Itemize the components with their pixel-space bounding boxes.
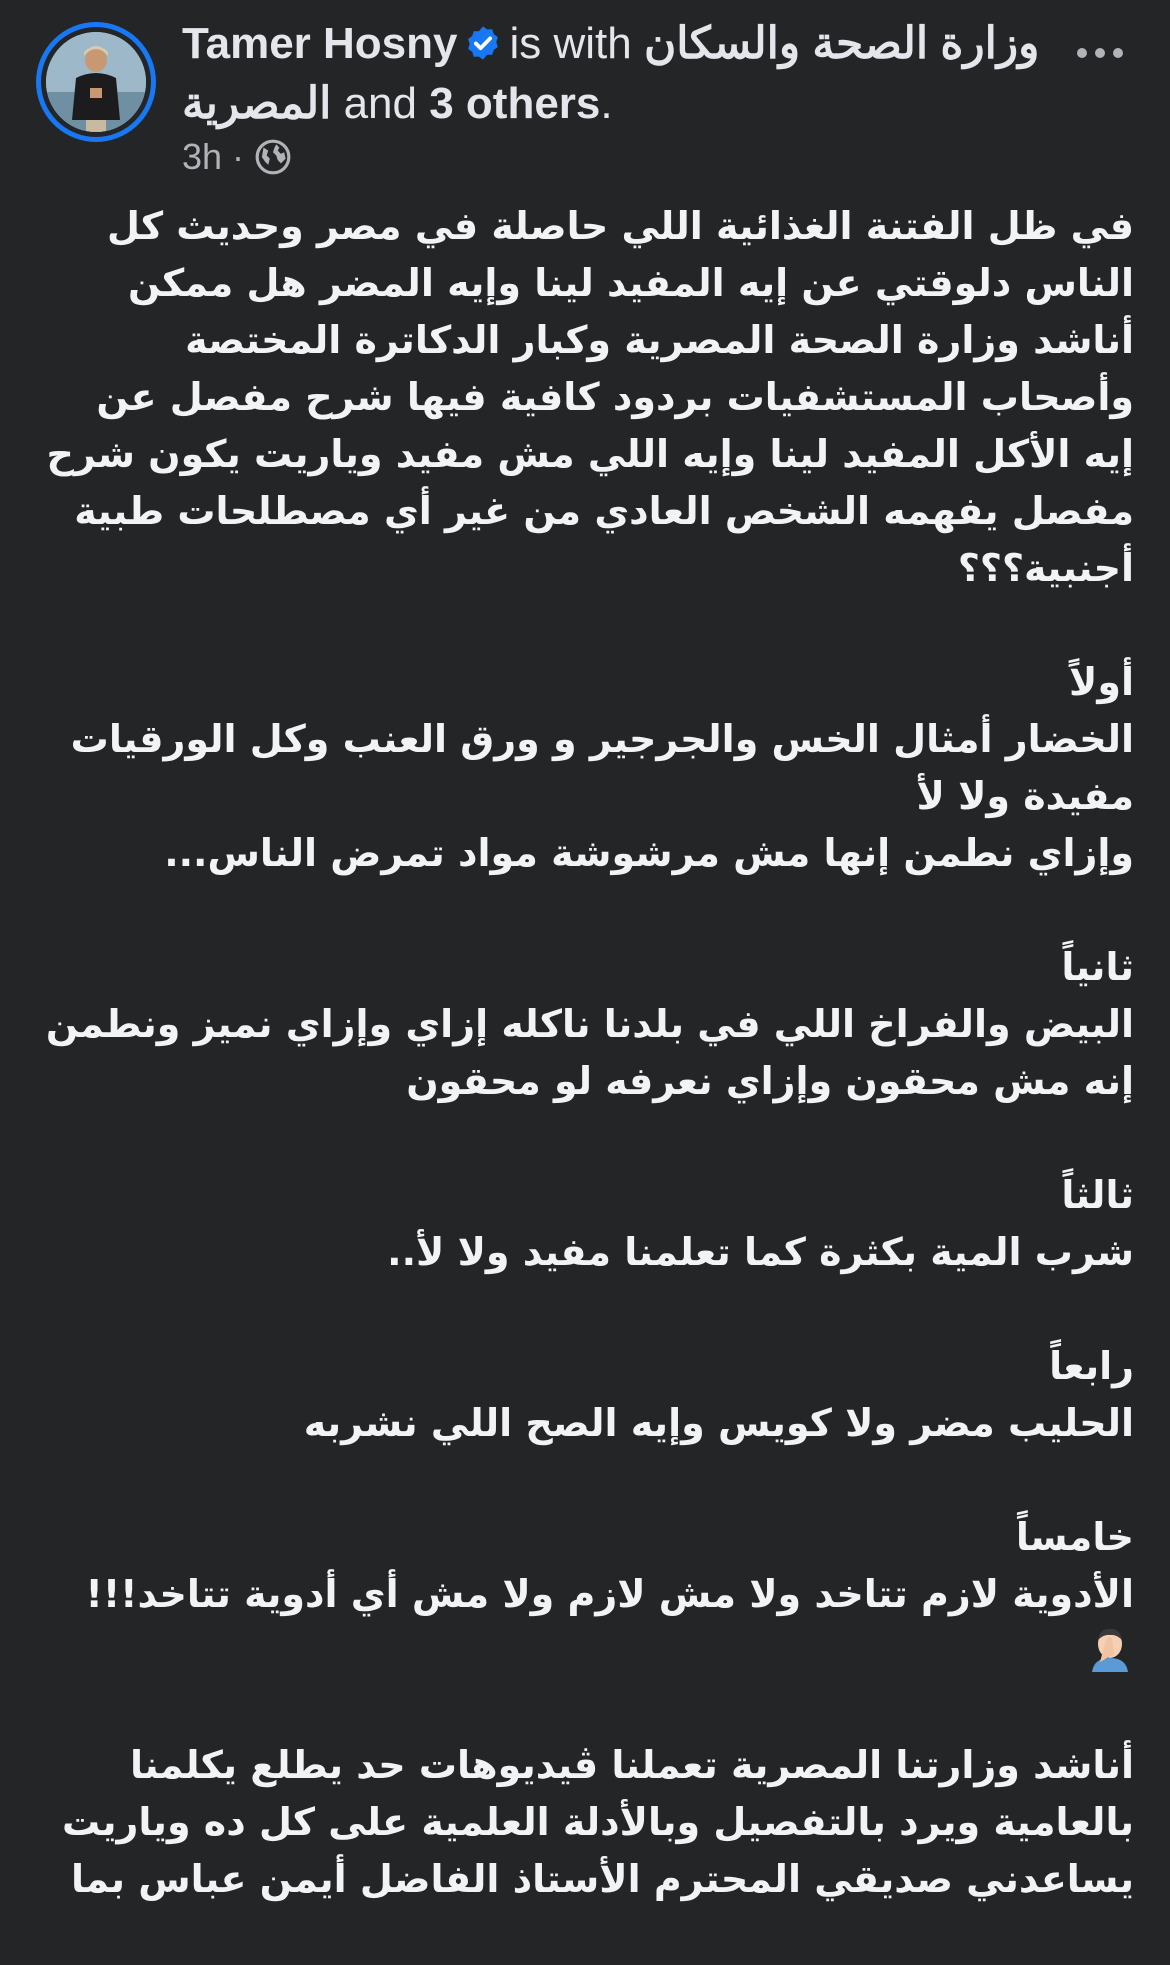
verified-badge-icon [464, 24, 502, 62]
tagged-others-link[interactable]: 3 others [429, 79, 601, 128]
more-options-button[interactable] [1070, 38, 1130, 68]
with-text: is with [509, 19, 632, 68]
facepalm-emoji [1086, 1624, 1134, 1672]
post-paragraph-closing: أناشد وزارتنا المصرية تعملنا ڤيديوهات حد يطلع يكلمنا بالعامية ويرد بالتفصيل وبالأدلة العلمية على كل ده وياريت يساعدني صديقي المحترم الأستاذ الفاضل أيمن عباس بما [62, 1743, 1134, 1901]
post-paragraph-fourth: رابعاً الحليب مضر ولا كويس وإيه الصح اللي نشربه [303, 1344, 1134, 1445]
post-paragraph-fifth-text: خامساً الأدوية لازم تتاخد ولا مش لازم ولا مش أي أدوية تتاخد!!! [85, 1515, 1134, 1616]
post-meta [182, 136, 292, 178]
author-avatar[interactable] [36, 22, 156, 142]
ellipsis-dot [1113, 48, 1123, 58]
post-paragraph-fifth [36, 1509, 1134, 1680]
post-paragraph-first: أولاً الخضار أمثال الخس والجرجير و ورق العنب وكل الورقيات مفيدة ولا لأ وإزاي نطمن إنها مش مرشوشة مواد تمرض الناس... [70, 660, 1134, 875]
avatar-image [46, 32, 146, 132]
globe-icon[interactable] [254, 138, 292, 176]
tagged-page-link[interactable]: وزارة الصحة والسكان المصرية [182, 19, 1040, 128]
post-body [36, 198, 1134, 1965]
and-text: and [343, 79, 417, 128]
ellipsis-dot [1095, 48, 1105, 58]
post-header [182, 14, 1042, 134]
post-timestamp[interactable]: 3h [182, 136, 223, 177]
ellipsis-dot [1077, 48, 1087, 58]
meta-separator: · [232, 136, 245, 177]
post-paragraph-second: ثانياً البيض والفراخ اللي في بلدنا ناكله إزاي وإزاي نميز ونطمن إنه مش محقون وإزاي نعرفه لو محقون [45, 945, 1134, 1103]
post-paragraph-intro: في ظل الفتنة الغذائية اللي حاصلة في مصر وحديث كل الناس دلوقتي عن إيه المفيد لينا وإيه المضر هل ممكن أناشد وزارة الصحة المصرية وكبار الدكاترة المختصة وأصحاب المستشفيات بردود كافية فيها شرح مفصل عن إيه الأكل المفيد لينا وإيه اللي مش مفيد وياريت يكون شرح مفصل يفهمه الشخص العادي من غير أي مصطلحات طبية أجنبية؟؟؟ [46, 204, 1134, 590]
header-period: . [600, 79, 613, 128]
post-paragraph-third: ثالثاً شرب المية بكثرة كما تعلمنا مفيد ولا لأ.. [387, 1173, 1134, 1274]
author-name[interactable]: Tamer Hosny [182, 19, 458, 68]
